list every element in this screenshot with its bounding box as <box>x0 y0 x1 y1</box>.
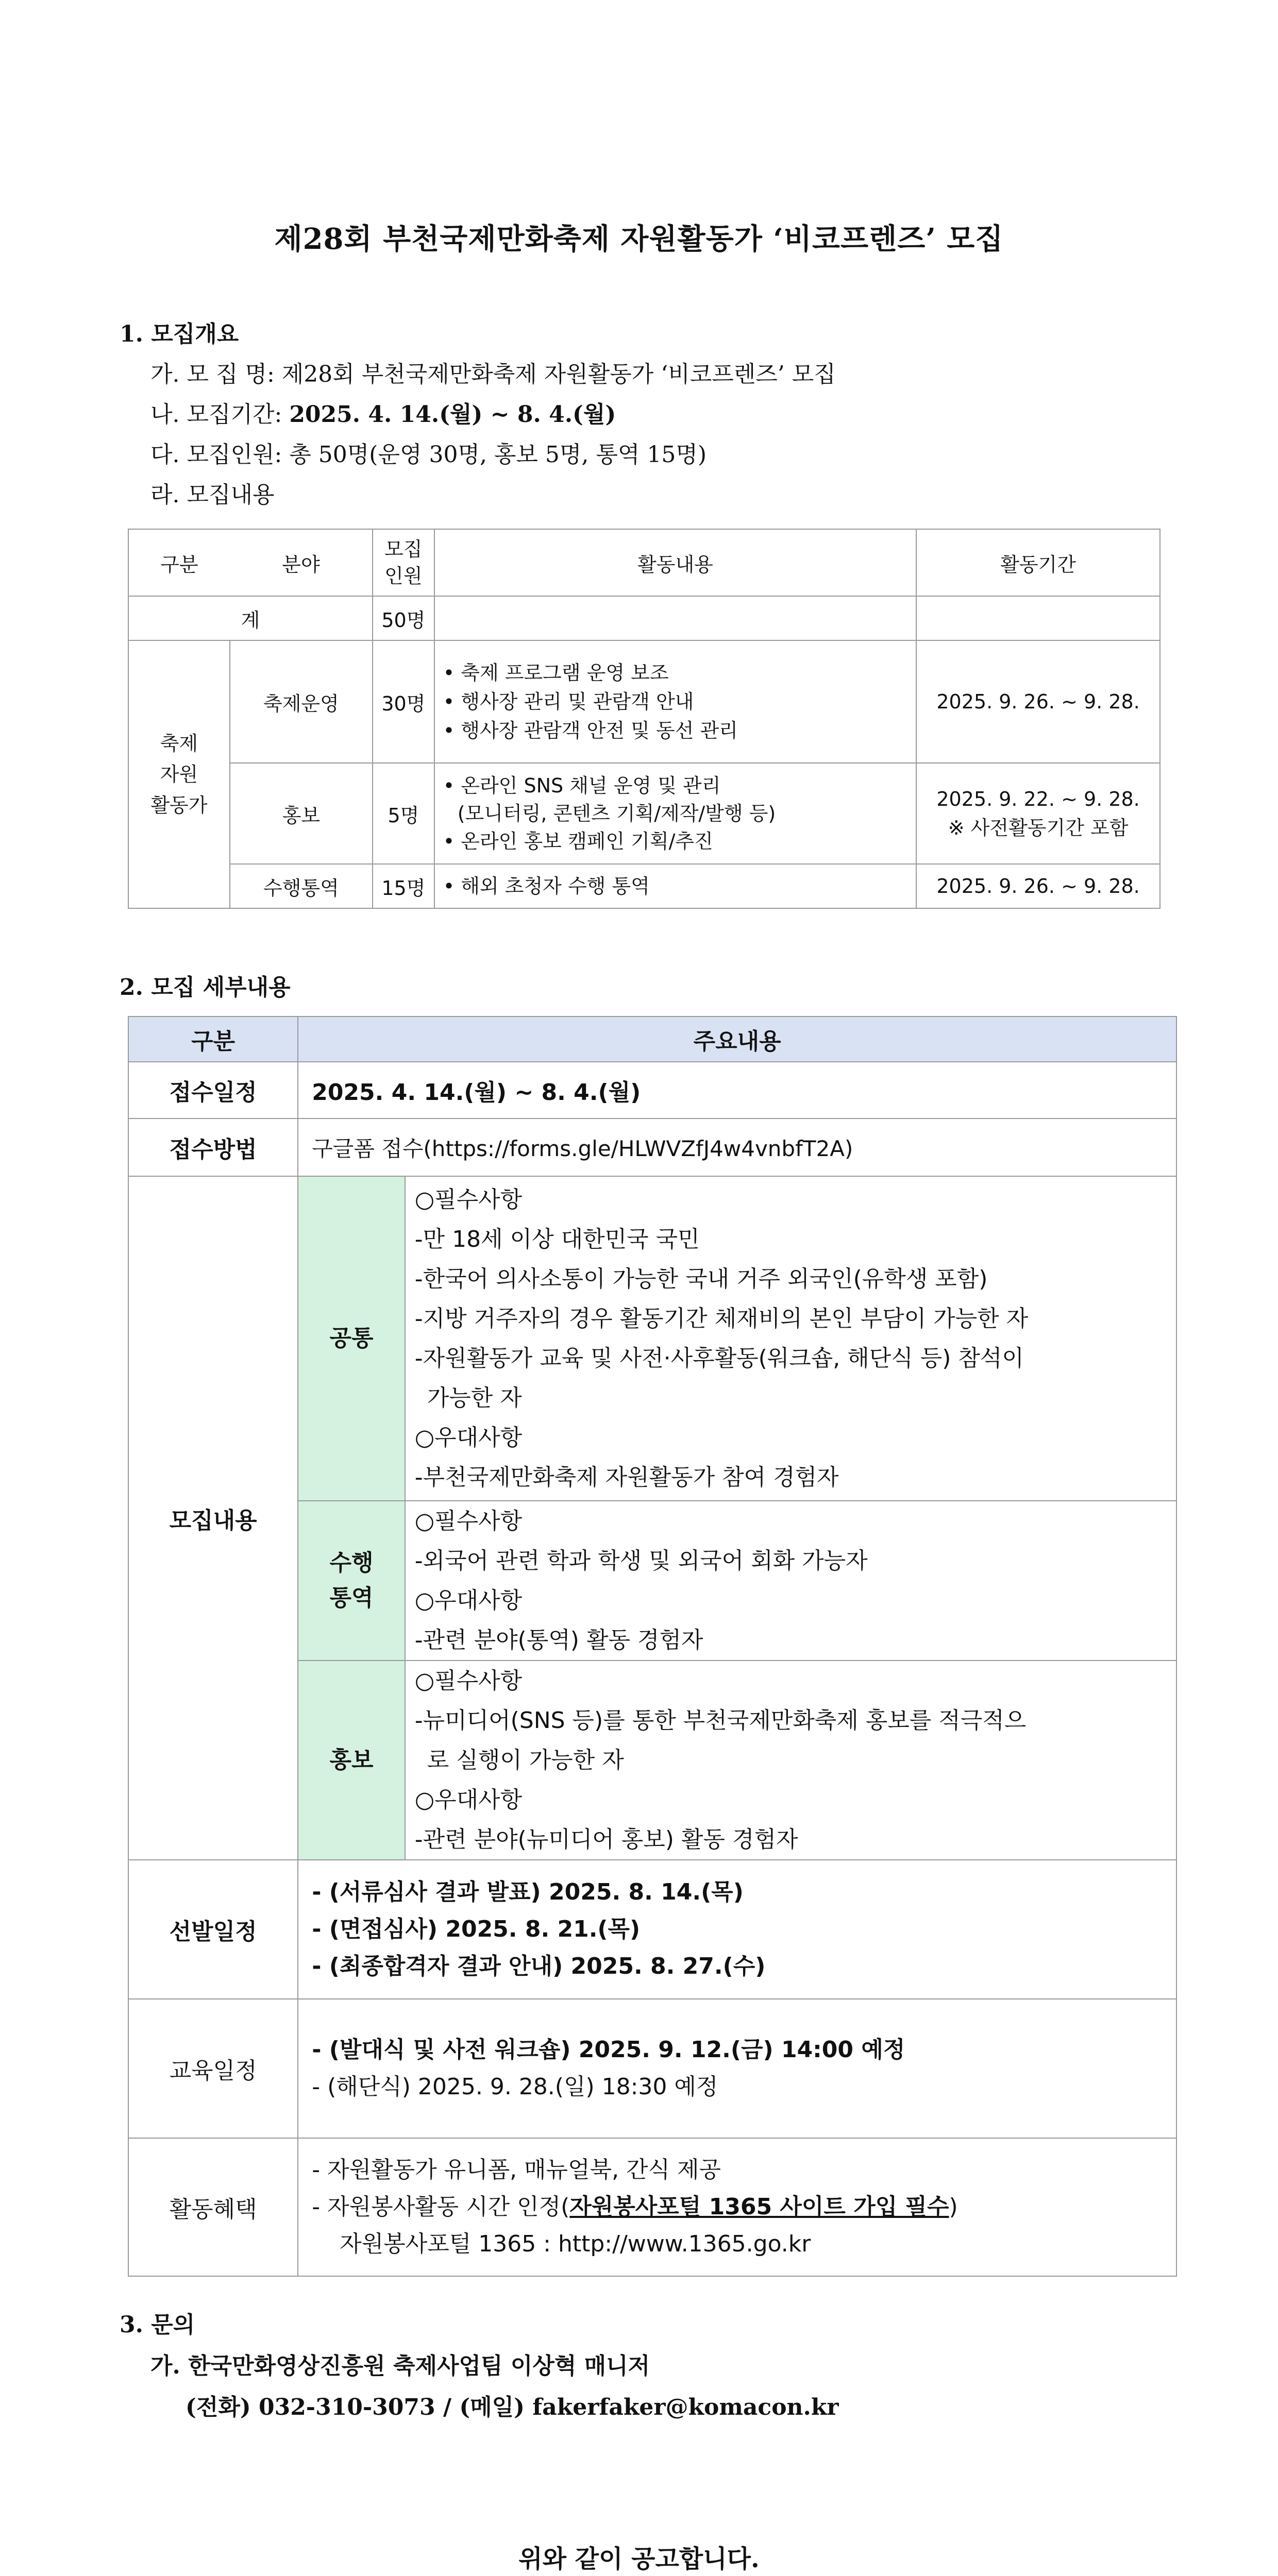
recruit-count-line <box>150 436 707 469</box>
benefit-portal-link: 자원봉사포털 1365 : http://www.1365.go.kr <box>340 2231 811 2257</box>
common-content: ○필수사항 -만 18세 이상 대한민국 국민 -한국어 의사소통이 가능한 국내 거주 외국인(유학생 포함) -지방 거주자의 경우 활동기간 체재비의 본인 부담이 가능한 자 -자원활동가 교육 및 사전·사후활동(워크숍, 해단식 등) 참석이 가능한 자 ○우대사항 -부천국제만화축제 자원활동가 참여 경험자 <box>405 1176 1176 1501</box>
header-period: 활동기간 <box>916 529 1160 596</box>
row-field: 홍보 <box>230 763 373 864</box>
selection-content: - (서류심사 결과 발표) 2025. 8. 14.(목) - (면접심사) 2025. 8. 21.(목) - (최종합격자 결과 안내) 2025. 8. 27.(수) <box>298 1860 1176 1999</box>
contact-info: (전화) 032-310-3073 / (메일) fakerfaker@komacon.kr <box>186 2394 839 2420</box>
announce-text: 위와 같이 공고합니다. <box>518 2545 760 2573</box>
education-label: 교육일정 <box>128 1999 298 2138</box>
row-content: • 축제 프로그램 운영 보조 • 행사장 관리 및 관람객 안내 • 행사장 관람객 안전 및 동선 관리 <box>434 640 916 763</box>
recruit-period-line <box>150 396 616 429</box>
section-2-heading: 2. 모집 세부내용 <box>120 974 291 1001</box>
document-title: 제28회 부천국제만화축제 자원활동가 ‘비코프렌즈’ 모집 <box>274 222 1004 256</box>
education-row <box>128 1999 1176 2138</box>
header-count: 모집 인원 <box>373 529 434 596</box>
recruit-count-value: 총 50명(운영 30명, 홍보 5명, 통역 15명) <box>289 442 707 468</box>
method-row <box>128 1118 1176 1176</box>
benefit-required-note: 자원봉사포털 1365 사이트 가입 필수 <box>569 2194 949 2220</box>
interp-label: 수행 통역 <box>298 1501 405 1660</box>
total-row <box>128 596 1160 640</box>
reception-row <box>128 1062 1176 1118</box>
recruit-overview-table <box>128 529 1161 909</box>
section-1-heading: 1. 모집개요 <box>120 321 239 347</box>
recruit-detail-table <box>128 1016 1177 2277</box>
method-value: 구글폼 접수(https://forms.gle/HLWVZfJ4w4vnbfT2A) <box>298 1118 1176 1176</box>
detail-header-row <box>128 1016 1176 1062</box>
row-period: 2025. 9. 26. ~ 9. 28. <box>916 864 1160 908</box>
recruit-count-label: 다. 모집인원: <box>150 442 290 468</box>
content-common-row <box>128 1176 1176 1501</box>
recruit-name-label: 가. 모 집 명: <box>150 361 282 387</box>
detail-header-content: 주요내용 <box>298 1016 1176 1062</box>
header-content: 활동내용 <box>434 529 916 596</box>
recruit-name-value: 제28회 부천국제만화축제 자원활동가 ‘비코프렌즈’ 모집 <box>281 361 836 387</box>
row-period: 2025. 9. 22. ~ 9. 28. ※ 사전활동기간 포함 <box>916 763 1160 864</box>
total-count: 50명 <box>373 596 434 640</box>
header-category: 구분 분야 <box>128 529 373 596</box>
table-row <box>128 864 1160 908</box>
selection-label: 선발일정 <box>128 1860 298 1999</box>
interp-content: ○필수사항 -외국어 관련 학과 학생 및 외국어 회화 가능자 ○우대사항 -관련 분야(통역) 활동 경험자 <box>405 1501 1176 1660</box>
row-content: • 온라인 SNS 채널 운영 및 관리 (모니터링, 콘텐츠 기획/제작/발행 등) • 온라인 홍보 캠페인 기획/추진 <box>434 763 916 864</box>
reception-value: 2025. 4. 14.(월) ~ 8. 4.(월) <box>298 1062 1176 1118</box>
recruit-name-line <box>150 355 836 388</box>
method-label: 접수방법 <box>128 1118 298 1176</box>
row-content: • 해외 초청자 수행 통역 <box>434 864 916 908</box>
contact-person: 가. 한국만화영상진흥원 축제사업팀 이상혁 매니저 <box>150 2353 650 2379</box>
reception-label: 접수일정 <box>128 1062 298 1118</box>
table-row <box>128 763 1160 864</box>
content-label: 모집내용 <box>128 1176 298 1860</box>
row-count: 5명 <box>373 763 434 864</box>
total-label: 계 <box>128 596 373 640</box>
row-field: 수행통역 <box>230 864 373 908</box>
detail-header-category: 구분 <box>128 1016 298 1062</box>
recruit-period-label: 나. 모집기간: <box>150 401 290 428</box>
benefit-content: - 자원활동가 유니폼, 매뉴얼북, 간식 제공 - 자원봉사활동 시간 인정(자원봉사포털 1365 사이트 가입 필수) 자원봉사포털 1365 : http://www.1365.go.kr <box>298 2138 1176 2276</box>
benefit-row <box>128 2138 1176 2276</box>
row-period: 2025. 9. 26. ~ 9. 28. <box>916 640 1160 763</box>
table-row <box>128 640 1160 763</box>
row-field: 축제운영 <box>230 640 373 763</box>
education-content: - (발대식 및 사전 워크숍) 2025. 9. 12.(금) 14:00 예정 - (해단식) 2025. 9. 28.(일) 18:30 예정 <box>298 1999 1176 2138</box>
recruit-content-label: 라. 모집내용 <box>150 482 275 508</box>
group-label: 축제 자원 활동가 <box>128 640 230 908</box>
promo-label: 홍보 <box>298 1660 405 1860</box>
common-label: 공통 <box>298 1176 405 1501</box>
recruit-period-value: 2025. 4. 14.(월) ~ 8. 4.(월) <box>289 401 616 428</box>
table-header-row <box>128 529 1160 596</box>
row-count: 15명 <box>373 864 434 908</box>
benefit-label: 활동혜택 <box>128 2138 298 2276</box>
row-count: 30명 <box>373 640 434 763</box>
section-3-heading: 3. 문의 <box>120 2312 195 2338</box>
selection-row <box>128 1860 1176 1999</box>
promo-content: ○필수사항 -뉴미디어(SNS 등)를 통한 부천국제만화축제 홍보를 적극적으 로 실행이 가능한 자 ○우대사항 -관련 분야(뉴미디어 홍보) 활동 경험자 <box>405 1660 1176 1860</box>
